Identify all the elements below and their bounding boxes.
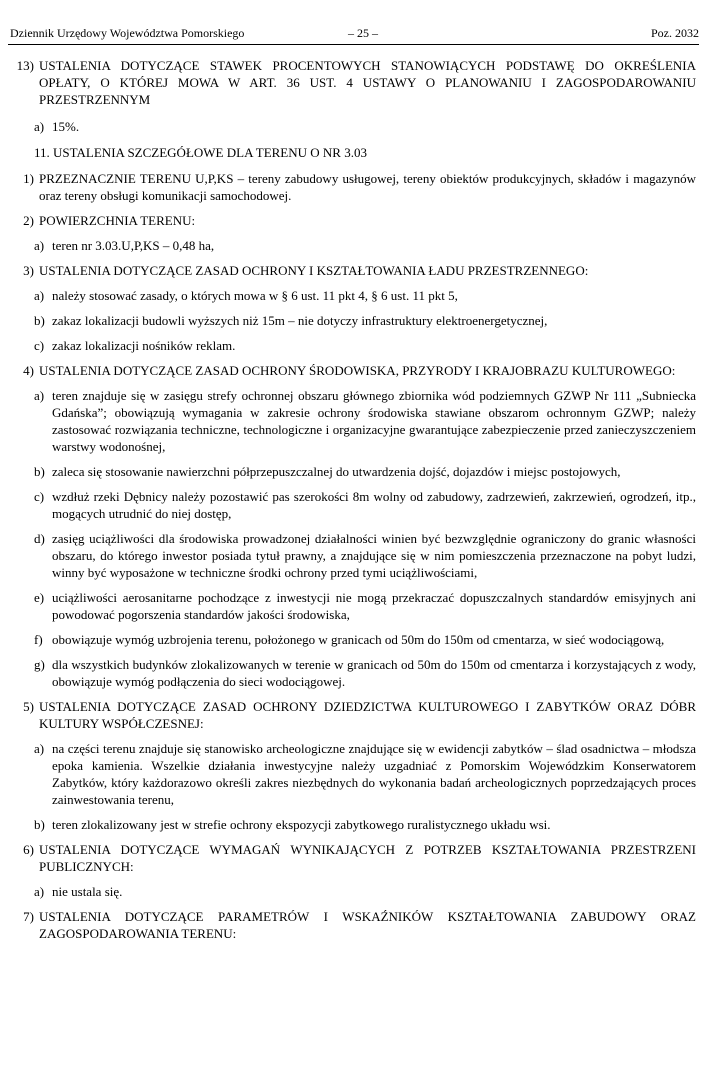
item-text: dla wszystkich budynków zlokalizowanych w terenie w granicach od 50m do 150m od cmentarza i korzystających z wody, obowiązuje wymóg podłączenia do sieci wodociągowej.: [52, 657, 696, 689]
paragraph-text: PRZEZNACZNIE TERENU U,P,KS – tereny zabudowy usługowej, tereny obiektów produkcyjnych, składów i magazynów oraz tereny obsługi komunikacji samochodowej.: [39, 171, 696, 203]
item-text: zasięg uciążliwości dla środowiska prowadzonej działalności winien być bezwzględnie ograniczony do granic własności obszaru, do którego inwestor posiada tytuł prawny, a znajdujące się w nim pomieszczenia przeznaczone na pobyt ludzi, winny być wyposażone w techniczne środki ochrony przed tymi uciążliwościami,: [52, 531, 696, 580]
item-text: uciążliwości aerosanitarne pochodzące z inwestycji nie mogą przekraczać dopuszczalnych standardów emisyjnych ani powodować pogorszenia standardów jakości środowiska,: [52, 590, 696, 622]
item-3-a: [10, 287, 696, 304]
item-4-d: [10, 530, 696, 581]
item-letter: c): [34, 338, 45, 353]
paragraph-number: 2): [23, 213, 34, 228]
document-body: [10, 57, 696, 942]
item-letter: a): [34, 388, 45, 403]
item-5-b: [10, 816, 696, 833]
item-text: nie ustala się.: [52, 884, 123, 899]
item-text: obowiązuje wymóg uzbrojenia terenu, położonego w granicach od 50m do 150m od cmentarza, w sieć wodociągową,: [52, 632, 665, 647]
item-letter: a): [34, 741, 45, 756]
paragraph-4: [10, 362, 696, 379]
paragraph-text: USTALENIA DOTYCZĄCE WYMAGAŃ WYNIKAJĄCYCH Z POTRZEB KSZTAŁTOWANIA PRZESTRZENI PUBLICZNYCH:: [39, 842, 696, 874]
paragraph-text: POWIERZCHNIA TERENU:: [39, 213, 196, 228]
paragraph-number: 13): [16, 58, 34, 73]
item-letter: b): [34, 464, 45, 479]
item-text: na części terenu znajduje się stanowisko archeologiczne znajdujące się w ewidencji zabytków – ślad osadnictwa – młodsza epoka kamienia. Wszelkie działania inwestycyjne należy uzgadniać z Pomorskim Wojewódzkim Konserwatorem Zabytków, który każdorazowo określi zakres niezbędnych do wykonania badań archeologicznych poprzedzających proces zainwestowania terenu,: [52, 741, 696, 807]
paragraph-2: [10, 212, 696, 229]
paragraph-text: USTALENIA DOTYCZĄCE ZASAD OCHRONY I KSZTAŁTOWANIA ŁADU PRZESTRZENNEGO:: [39, 263, 589, 278]
item-text: zakaz lokalizacji nośników reklam.: [52, 338, 236, 353]
item-text: 15%.: [52, 119, 80, 134]
item-letter: a): [34, 288, 45, 303]
item-6-a: [10, 883, 696, 900]
item-3-b: [10, 312, 696, 329]
paragraph-5: [10, 698, 696, 732]
paragraph-number: 4): [23, 363, 34, 378]
item-4-a: [10, 387, 696, 455]
item-letter: c): [34, 489, 45, 504]
item-3-c: [10, 337, 696, 354]
position-number: Poz. 2032: [651, 26, 699, 40]
item-text: teren nr 3.03.U,P,KS – 0,48 ha,: [52, 238, 215, 253]
page-number: – 25 –: [348, 26, 378, 40]
item-letter: f): [34, 632, 43, 647]
item-4-f: [10, 631, 696, 648]
section-title: 11. USTALENIA SZCZEGÓŁOWE DLA TERENU O NR 3.03: [34, 145, 367, 160]
item-4-b: [10, 463, 696, 480]
paragraph-text: USTALENIA DOTYCZĄCE ZASAD OCHRONY DZIEDZICTWA KULTUROWEGO I ZABYTKÓW ORAZ DÓBR KULTURY WSPÓŁCZESNEJ:: [39, 699, 696, 731]
page-header: [10, 26, 699, 42]
item-4-g: [10, 656, 696, 690]
item-letter: d): [34, 531, 45, 546]
item-text: wzdłuż rzeki Dębnicy należy pozostawić pas szerokości 8m wolny od zabudowy, zadrzewień, zakrzewień, ogrodzeń, itp., mogących utrudnić do niej dostęp,: [52, 489, 696, 521]
paragraph-number: 6): [23, 842, 34, 857]
item-letter: b): [34, 313, 45, 328]
item-5-a: [10, 740, 696, 808]
paragraph-7: [10, 908, 696, 942]
item-letter: b): [34, 817, 45, 832]
paragraph-6: [10, 841, 696, 875]
item-2-a: [10, 237, 696, 254]
paragraph-number: 7): [23, 909, 34, 924]
item-letter: a): [34, 119, 45, 134]
paragraph-text: USTALENIA DOTYCZĄCE ZASAD OCHRONY ŚRODOWISKA, PRZYRODY I KRAJOBRAZU KULTUROWEGO:: [39, 363, 676, 378]
paragraph-1: [10, 170, 696, 204]
paragraph-number: 5): [23, 699, 34, 714]
paragraph-text: USTALENIA DOTYCZĄCE PARAMETRÓW I WSKAŹNIKÓW KSZTAŁTOWANIA ZABUDOWY ORAZ ZAGOSPODAROWANIA TERENU:: [39, 909, 696, 941]
item-text: teren zlokalizowany jest w strefie ochrony ekspozycji zabytkowego ruralistycznego układu wsi.: [52, 817, 551, 832]
paragraph-text: USTALENIA DOTYCZĄCE STAWEK PROCENTOWYCH STANOWIĄCYCH PODSTAWĘ DO OKREŚLENIA OPŁATY, O KTÓREJ MOWA W ART. 36 UST. 4 USTAWY O PLANOWANIU I ZAGOSPODAROWANIU PRZESTRZENNYM: [39, 58, 696, 107]
header-rule: [8, 44, 699, 45]
paragraph-number: 3): [23, 263, 34, 278]
paragraph-13: [10, 57, 696, 108]
item-text: należy stosować zasady, o których mowa w § 6 ust. 11 pkt 4, § 6 ust. 11 pkt 5,: [52, 288, 458, 303]
paragraph-3: [10, 262, 696, 279]
item-letter: a): [34, 884, 45, 899]
item-text: zakaz lokalizacji budowli wyższych niż 15m – nie dotyczy infrastruktury elektroenergetycznej,: [52, 313, 548, 328]
item-letter: a): [34, 238, 45, 253]
item-13-a: [10, 118, 696, 135]
item-text: teren znajduje się w zasięgu strefy ochronnej obszaru głównego zbiornika wód podziemnych GZWP Nr 111 „Subniecka Gdańska”; obowiązują wymagania w zakresie ochrony środowiska stawiane obszarom ochronnym GZWP; należy zastosować rozwiązania techniczne, technologiczne i organizacyjne gwarantujące zabezpieczenie przed zanieczyszczeniem warstwy wodonośnej,: [52, 388, 696, 454]
item-letter: g): [34, 657, 45, 672]
item-4-e: [10, 589, 696, 623]
item-text: zaleca się stosowanie nawierzchni półprzepuszczalnej do utwardzenia dojść, dojazdów i miejsc postojowych,: [52, 464, 621, 479]
item-letter: e): [34, 590, 45, 605]
item-4-c: [10, 488, 696, 522]
paragraph-number: 1): [23, 171, 34, 186]
journal-title: Dziennik Urzędowy Województwa Pomorskiego: [10, 26, 245, 40]
